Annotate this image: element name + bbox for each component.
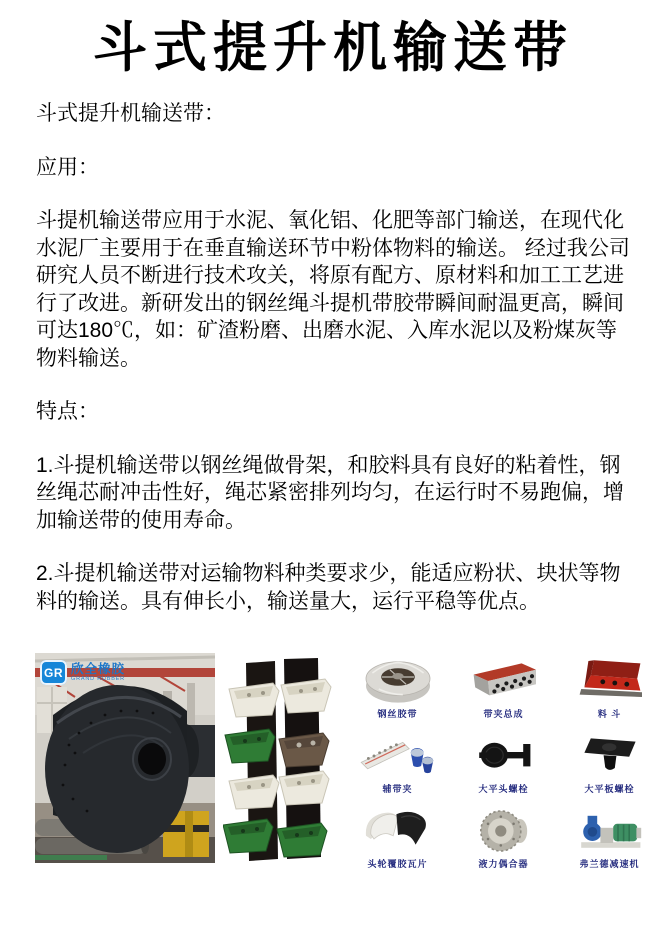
product-flat-head-bolt xyxy=(453,732,554,794)
auxiliary-belt-clamp-icon xyxy=(350,732,446,780)
intro-line: 斗式提升机输送带： xyxy=(36,102,225,125)
feature-paragraph-2: 2.斗提机输送带对运输物料种类要求少，能适应粉状、块状等物料的输送。具有伸长小，输送量大，运行平稳等优点。 xyxy=(36,562,621,613)
body-text xyxy=(0,100,666,615)
feature-paragraph-1: 1.斗提机输送带以钢丝绳做骨架，和胶料具有良好的粘着性，钢丝绳芯耐冲击性好，绳芯紧密排列均匀，在运行时不易跑偏，增加输送带的使用寿命。 xyxy=(36,453,624,532)
product-caption: 液力偶合器 xyxy=(478,859,529,869)
flat-plate-bolt-icon xyxy=(562,732,658,780)
product-caption: 料 斗 xyxy=(597,709,622,719)
elevator-buckets-photo xyxy=(223,653,341,868)
features-heading: 特点： xyxy=(36,400,99,423)
product-caption: 头轮覆胶瓦片 xyxy=(367,859,428,869)
buckets-photo-illustration xyxy=(223,653,341,868)
belt-clamp-assembly-icon xyxy=(456,657,552,705)
product-flat-plate-bolt xyxy=(559,732,660,794)
gr-logo-icon: GR xyxy=(40,660,67,685)
logo-name-cn: 欣全橡胶 xyxy=(71,661,126,676)
steel-wire-belt-coil-icon xyxy=(350,657,446,705)
logo-name-en: GRAND RUBBER xyxy=(71,675,125,682)
hopper-icon xyxy=(562,657,658,705)
grand-rubber-logo xyxy=(40,660,125,685)
application-paragraph: 斗提机输送带应用于水泥、氧化铝、化肥等部门输送，在现代化水泥厂主要用于在垂直输送环节中粉体物料的输送。 经过我公司研究人员不断进行技术攻关，将原有配方、原材料和加工工艺进行了改进。新研发出的钢丝绳斗提机带胶带瞬间耐温更高，瞬间可达180℃，如：矿渣粉磨、出磨水泥、入库水泥以及粉煤灰等物料输送。 xyxy=(36,209,630,370)
product-gallery xyxy=(0,653,666,869)
product-fluid-coupling xyxy=(453,807,554,869)
product-caption: 带夹总成 xyxy=(483,709,524,719)
product-caption: 钢丝胶带 xyxy=(377,709,418,719)
application-heading: 应用： xyxy=(36,155,99,179)
page-title: 斗式提升机输送带 xyxy=(93,18,573,78)
product-caption: 大平板螺栓 xyxy=(584,784,635,794)
fluid-coupling-icon xyxy=(456,807,552,855)
product-flender-reducer xyxy=(559,807,660,869)
gear-reducer-icon xyxy=(562,807,658,855)
product-head-wheel-rubber-tile xyxy=(347,807,448,869)
product-caption: 辅带夹 xyxy=(382,784,413,794)
accessories-grid xyxy=(347,653,660,869)
product-hopper xyxy=(559,657,660,719)
product-caption: 大平头螺栓 xyxy=(478,784,529,794)
factory-belt-roll-photo xyxy=(35,653,215,863)
product-belt-clamp-assembly xyxy=(453,657,554,719)
product-steel-wire-belt xyxy=(347,657,448,719)
product-auxiliary-belt-clamp xyxy=(347,732,448,794)
flat-head-bolt-icon xyxy=(456,732,552,780)
product-caption: 弗兰德减速机 xyxy=(579,859,640,869)
rubber-lagging-tile-icon xyxy=(350,807,446,855)
